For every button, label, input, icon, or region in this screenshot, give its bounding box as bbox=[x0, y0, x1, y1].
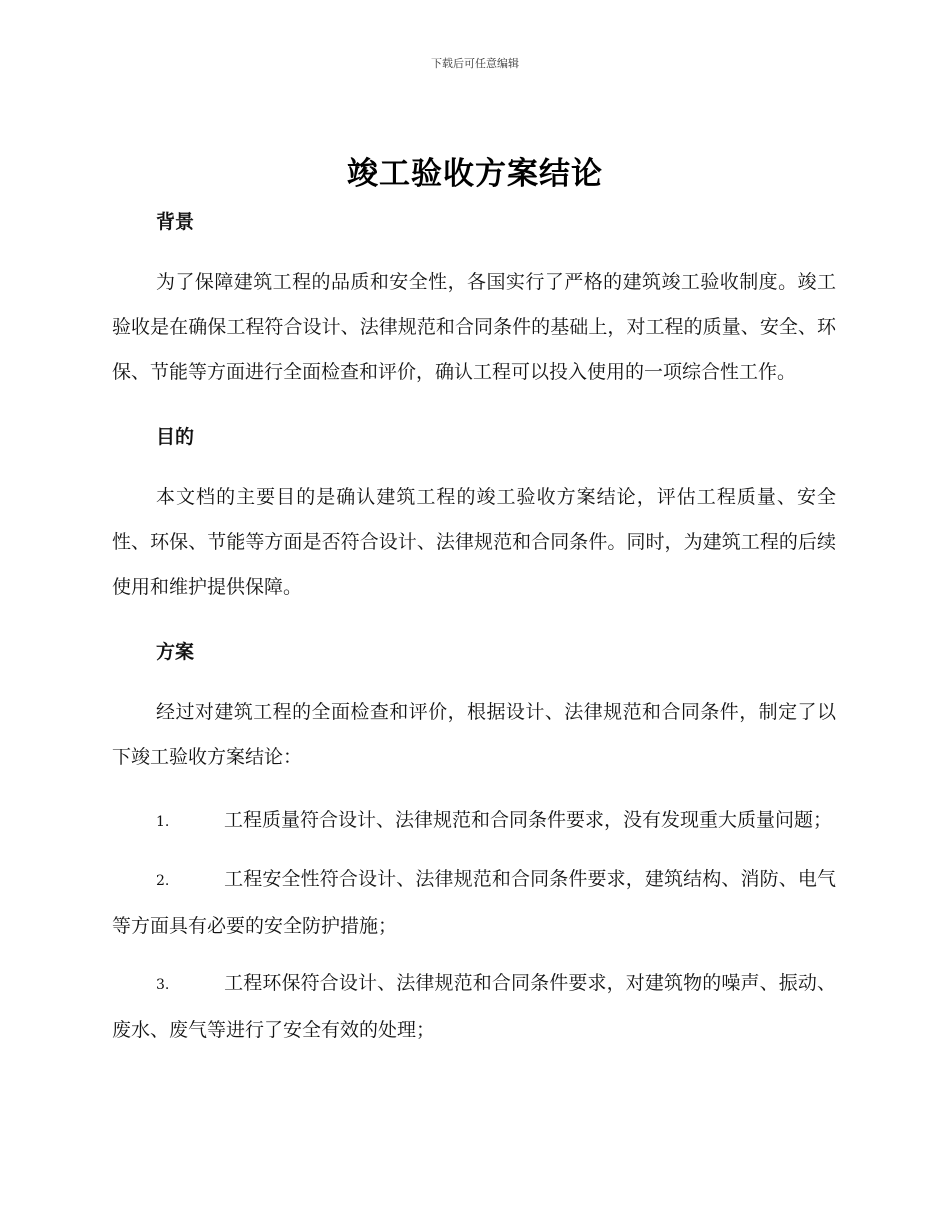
background-paragraph: 为了保障建筑工程的品质和安全性，各国实行了严格的建筑竣工验收制度。竣工验收是在确保工程符合设计、法律规范和合同条件的基础上，对工程的质量、安全、环保、节能等方面进行全面检查和评价，确认工程可以投入使用的一项综合性工作。 bbox=[112, 271, 836, 383]
conclusion-list bbox=[112, 798, 836, 1053]
list-item-number: 3. bbox=[156, 977, 170, 993]
list-item bbox=[112, 961, 836, 1053]
list-item-text: 工程安全性符合设计、法律规范和合同条件要求，建筑结构、消防、电气等方面具有必要的安全防护措施； bbox=[112, 868, 836, 937]
purpose-paragraph: 本文档的主要目的是确认建筑工程的竣工验收方案结论，评估工程质量、安全性、环保、节能等方面是否符合设计、法律规范和合同条件。同时，为建筑工程的后续使用和维护提供保障。 bbox=[112, 486, 836, 598]
section-plan bbox=[112, 638, 836, 780]
list-item bbox=[112, 798, 836, 845]
document-body bbox=[112, 200, 836, 1065]
list-item bbox=[112, 857, 836, 949]
section-heading-purpose: 目的 bbox=[156, 426, 195, 448]
section-purpose bbox=[112, 423, 836, 610]
list-item-number: 1. bbox=[156, 814, 170, 830]
document-title: 竣工验收方案结论 bbox=[347, 156, 603, 192]
header-note: 下载后可任意编辑 bbox=[431, 57, 519, 70]
section-heading-background: 背景 bbox=[156, 211, 195, 233]
section-heading-plan: 方案 bbox=[156, 641, 195, 663]
list-item-number: 2. bbox=[156, 873, 170, 889]
section-background bbox=[112, 208, 836, 395]
list-item-text: 工程环保符合设计、法律规范和合同条件要求，对建筑物的噪声、振动、废水、废气等进行了安全有效的处理； bbox=[112, 972, 836, 1041]
plan-paragraph: 经过对建筑工程的全面检查和评价，根据设计、法律规范和合同条件，制定了以下竣工验收方案结论： bbox=[112, 701, 836, 768]
list-item-text: 工程质量符合设计、法律规范和合同条件要求，没有发现重大质量问题； bbox=[224, 809, 833, 831]
